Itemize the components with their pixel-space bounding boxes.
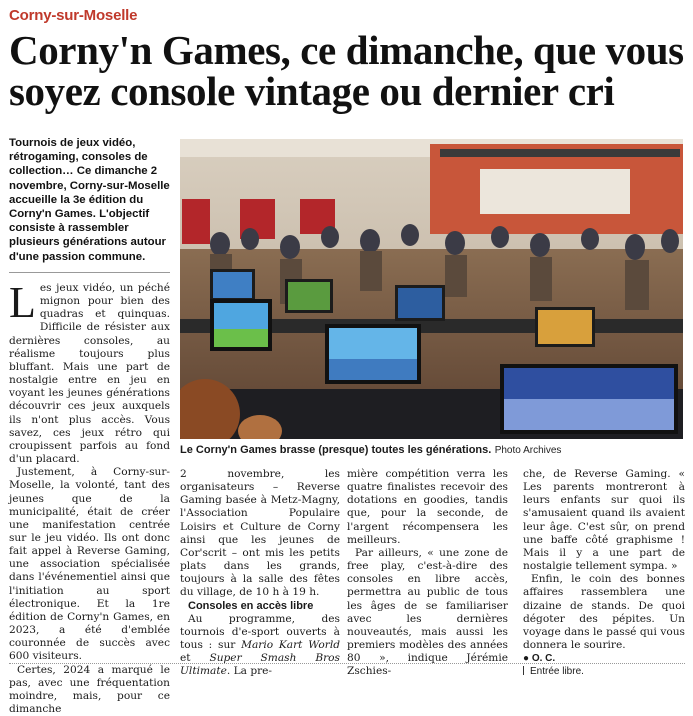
practical-info: Entrée libre. [523,665,685,678]
body-column-2 [180,468,340,679]
body-column-3 [347,468,508,679]
paragraph-3: Certes, 2024 a marqué le pas, avec une fréquentation moindre, mais, pour ce dimanche [9,663,170,715]
drop-cap: L [9,278,36,327]
paragraph-5: Au programme, des tournois d'e-sport ouverts à tous : sur Mario Kart World et Super Smash Bros Ultimate. La pre- [180,612,340,678]
bottom-divider [9,663,685,664]
game-title-1: Mario Kart World [241,639,340,652]
paragraph-6: mière compétition verra les quatre finalistes recevoir des dotations en goodies, tandis que, pour la seconde, de l'argent récompensera les meilleurs. [347,468,508,546]
paragraph-7: Par ailleurs, « une zone de free play, c'est-à-dire des consoles en libre accès, permettra au public de tous les âges de se familiariser avec les dernières nouveautés, mais aussi les premiers modèles des années 80 », indique Jérémie Zschies- [347,546,508,678]
chapo [9,136,170,264]
body-column-4 [523,468,685,679]
paragraph-2: Justement, à Corny-sur-Moselle, la volonté, tant des jeunes que de la municipalité, était de créer une manifestation centrée sur le jeu vidéo. Ils ont donc fait appel à Reverse Gaming, une association spécialisée dans l'événementiel ainsi que l'initiation au sport électronique. Et la 1re édition de Corny'n Games, en 2023, a été d'emblée couronnée de succès avec 600 visiteurs. [9,466,170,663]
photo-credit: Photo Archives [494,445,562,456]
chapo-divider [9,272,170,273]
headline: Corny'n Games, ce dimanche, que vous soyez console vintage ou dernier cri [9,27,684,114]
subheading: Consoles en accès libre [188,599,314,612]
event-photo [180,139,683,439]
game-title-2: Super Smash Bros Ultimate [180,652,340,678]
caption-text: Le Corny'n Games brasse (presque) toutes les générations. [180,444,492,456]
signature: ● O. C. [523,653,556,665]
body-column-1 [9,278,170,716]
chapo-text: Tournois de jeux vidéo, rétrogaming, consoles de collection… Ce dimanche 2 novembre, Corny-sur-Moselle accueille la 3e édition du Corny'n Games. L'objectif consiste à rassembler plusieurs générations autour d'une passion commune. [9,137,170,263]
paragraph-8: che, de Reverse Gaming. « Les parents montreront à leurs enfants sur quoi ils s'amusaient quand ils avaient leur âge. C'est sûr, on prend une baffe côté graphisme ! Mais il y a une part de nostalgie tellement sympa. » [523,468,685,573]
paragraph-4: 2 novembre, les organisateurs – Reverse Gaming basée à Metz-Magny, l'Association Populaire Loisirs et Culture de Corny ainsi que les jeunes de Cor'scrit – ont mis les petits plats dans les grands, toujours à la salle des fêtes du village, de 10 h à 19 h. [180,468,340,599]
photo-caption [180,444,685,457]
paragraph-9: Enfin, le coin des bonnes affaires rassemblera une dizaine de stands. De quoi dégoter des pépites. Un voyage dans le passé qui vous donnera le sourire. [523,573,685,652]
info-bar-icon [523,666,524,675]
paragraph-1: Les jeux vidéo, un péché mignon pour bien des quadras et quinquas. Difficile de résister aux dernières consoles, au réalisme toujours plus bluffant. Mais une part de nostalgie entre en jeu en voyant les jeunes générations découvrir ces jeux auxquels ils n'ont plus accès. Vous savez, ces jeux rétro qui croupissent parfois au fond d'un placard. [9,278,170,466]
kicker: Corny-sur-Moselle [9,7,138,24]
